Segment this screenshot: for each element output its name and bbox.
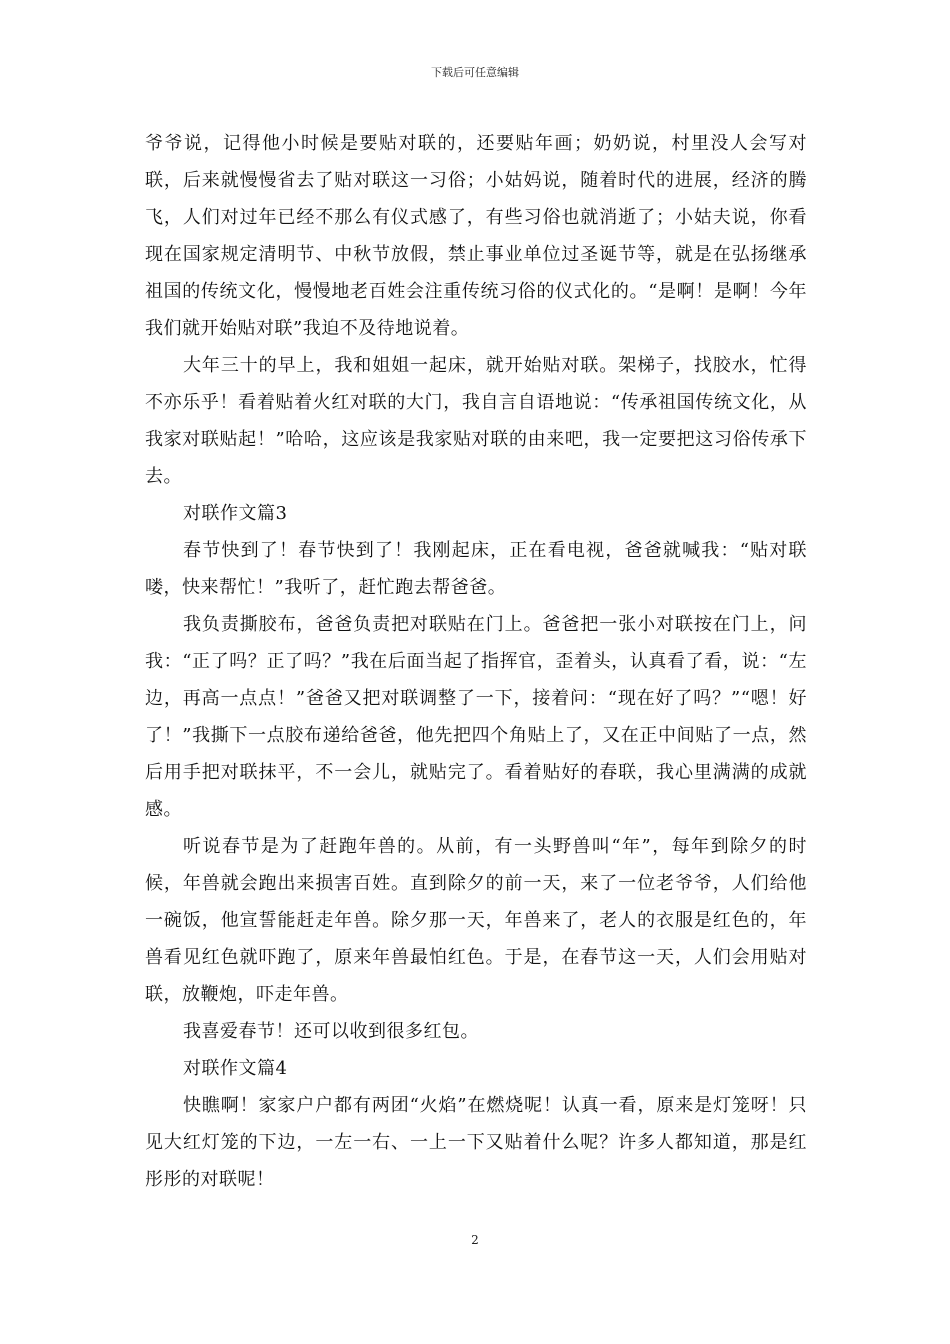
paragraph-2: 大年三十的早上，我和姐姐一起床，就开始贴对联。架梯子，找胶水，忙得不亦乐乎！看着贴着火红对联的大门，我自言自语地说：“传承祖国传统文化，从我家对联贴起！”哈哈，这应该是我家贴对联的由来吧，我一定要把这习俗传承下去。 (145, 355, 807, 487)
paragraph-5: 听说春节是为了赶跑年兽的。从前，有一头野兽叫“年”，每年到除夕的时候，年兽就会跑出来损害百姓。直到除夕的前一天，来了一位老爷爷，人们给他一碗饭，他宣誓能赶走年兽。除夕那一天，年兽来了，老人的衣服是红色的，年兽看见红色就吓跑了，原来年兽最怕红色。于是，在春节这一天，人们会用贴对联，放鞭炮，吓走年兽。 (145, 836, 807, 1005)
page-header-note: 下载后可任意编辑 (431, 66, 519, 79)
paragraph-3: 春节快到了！春节快到了！我刚起床，正在看电视，爸爸就喊我：“贴对联喽，快来帮忙！”我听了，赶忙跑去帮爸爸。 (145, 540, 807, 598)
paragraph-6: 我喜爱春节！还可以收到很多红包。 (183, 1021, 479, 1042)
document-body (145, 125, 807, 1198)
section-heading-4: 对联作文篇4 (183, 1058, 288, 1079)
paragraph-4: 我负责撕胶布，爸爸负责把对联贴在门上。爸爸把一张小对联按在门上，问我：“正了吗？正了吗？”我在后面当起了指挥官，歪着头，认真看了看，说：“左边，再高一点点！”爸爸又把对联调整了一下，接着问：“现在好了吗？”“嗯！好了！”我撕下一点胶布递给爸爸，他先把四个角贴上了，又在正中间贴了一点，然后用手把对联抹平，不一会儿，就贴完了。看着贴好的春联，我心里满满的成就感。 (145, 614, 807, 820)
section-heading-3: 对联作文篇3 (183, 503, 288, 524)
paragraph-1: 爷爷说，记得他小时候是要贴对联的，还要贴年画；奶奶说，村里没人会写对联，后来就慢慢省去了贴对联这一习俗；小姑妈说，随着时代的进展，经济的腾飞，人们对过年已经不那么有仪式感了，有些习俗也就消逝了；小姑夫说，你看现在国家规定清明节、中秋节放假，禁止事业单位过圣诞节等，就是在弘扬继承祖国的传统文化，慢慢地老百姓会注重传统习俗的仪式化的。“是啊！是啊！今年我们就开始贴对联”我迫不及待地说着。 (145, 133, 807, 339)
page-number: 2 (471, 1233, 479, 1247)
paragraph-7: 快瞧啊！家家户户都有两团“火焰”在燃烧呢！认真一看，原来是灯笼呀！只见大红灯笼的下边，一左一右、一上一下又贴着什么呢？许多人都知道，那是红彤彤的对联呢！ (145, 1095, 807, 1190)
